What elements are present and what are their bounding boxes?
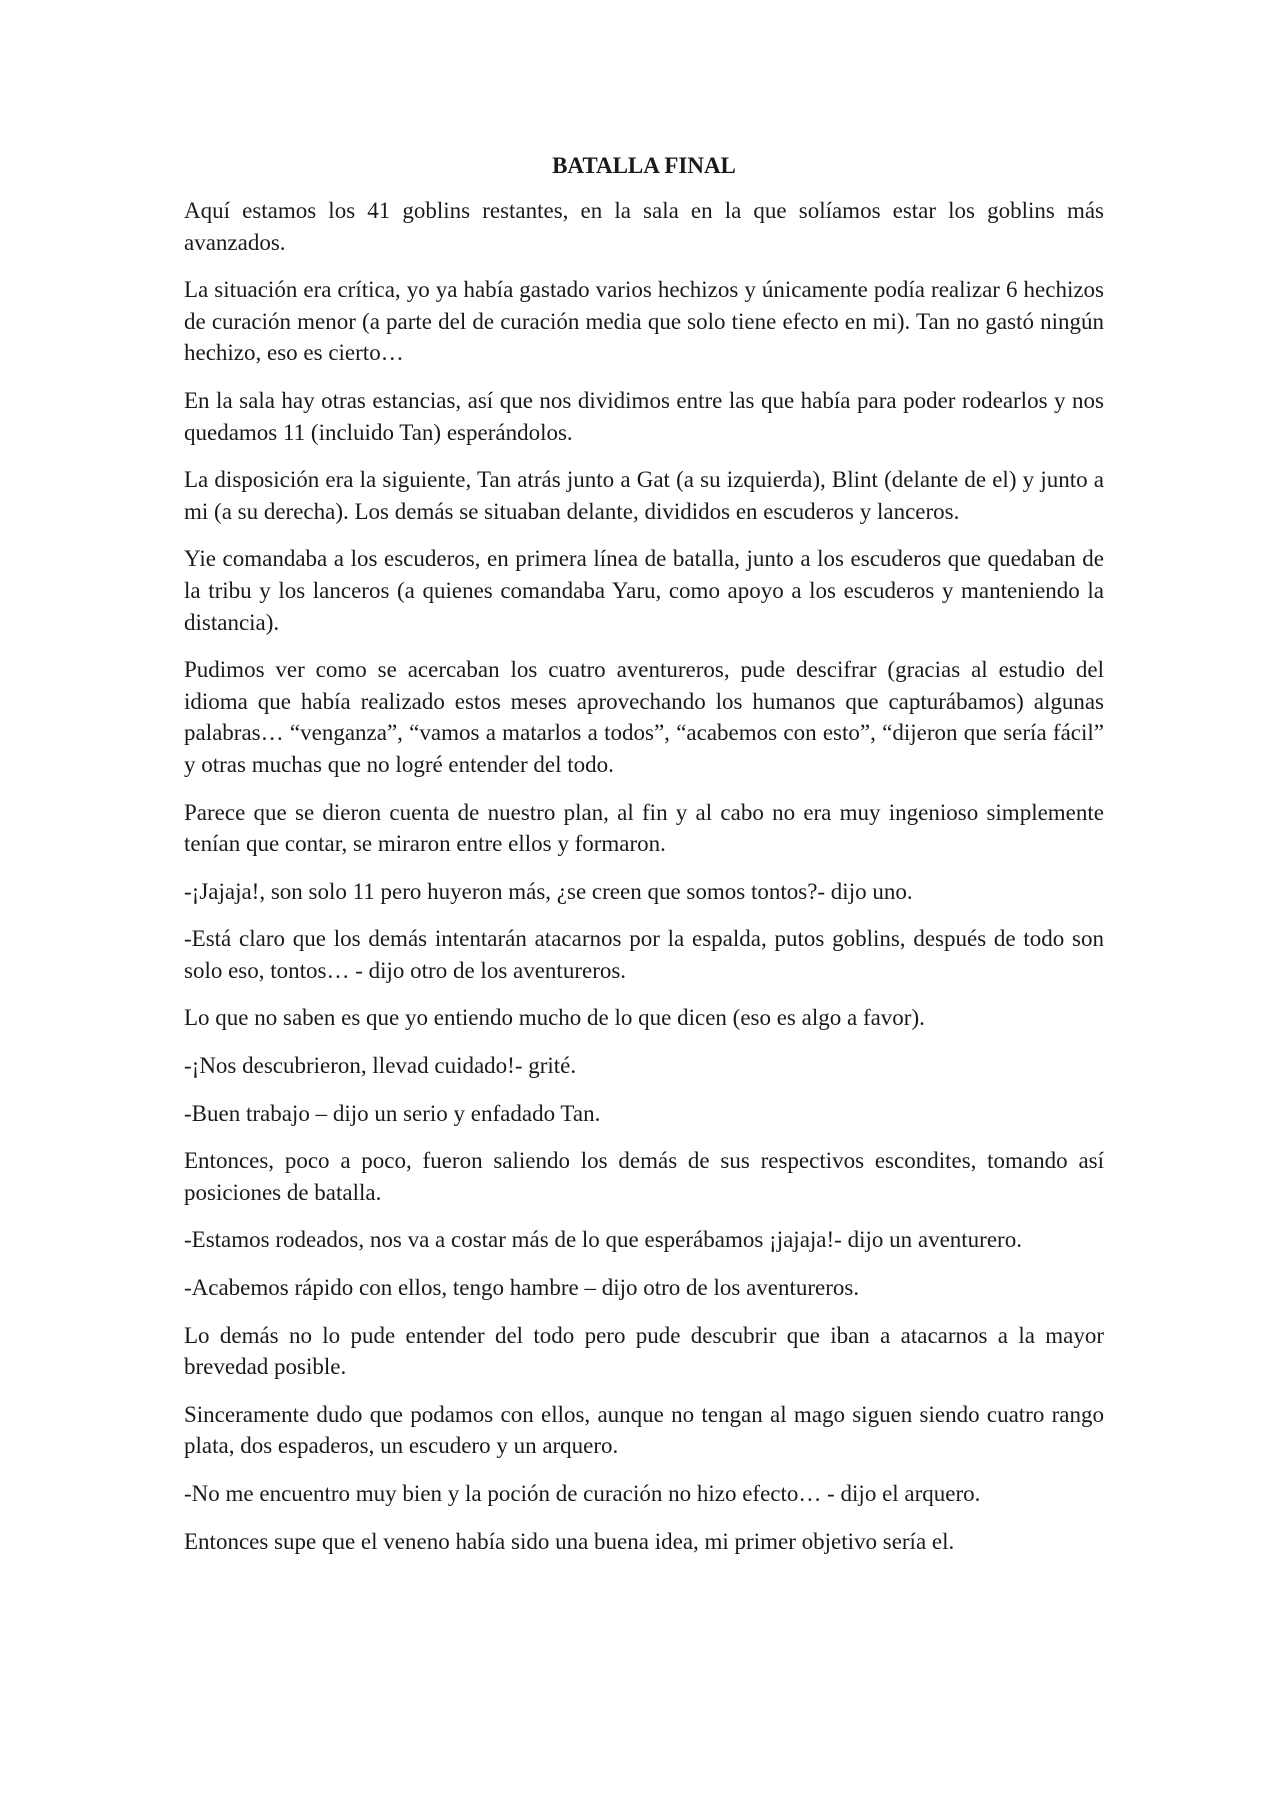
paragraph: La situación era crítica, yo ya había gastado varios hechizos y únicamente podía realizar 6 hechizos de curación menor (a parte del de curación media que solo tiene efecto en mi). Tan no gastó ningún hechizo, eso es cierto… xyxy=(184,277,1104,366)
paragraph: Sinceramente dudo que podamos con ellos, aunque no tengan al mago siguen siendo cuatro rango plata, dos espaderos, un escudero y un arquero. xyxy=(184,1401,1104,1459)
document-body xyxy=(184,150,1104,1573)
paragraph: -Acabemos rápido con ellos, tengo hambre – dijo otro de los aventureros. xyxy=(184,1275,860,1301)
paragraph: Entonces, poco a poco, fueron saliendo los demás de sus respectivos escondites, tomando así posiciones de batalla. xyxy=(184,1148,1104,1205)
paragraph: Parece que se dieron cuenta de nuestro plan, al fin y al cabo no era muy ingenioso simplemente tenían que contar, se miraron entre ellos y formaron. xyxy=(184,799,1104,857)
document-title: BATALLA FINAL xyxy=(552,153,736,178)
paragraph: En la sala hay otras estancias, así que nos dividimos entre las que había para poder rodearlos y nos quedamos 11 (incluido Tan) esperándolos. xyxy=(184,387,1104,445)
paragraph: -Buen trabajo – dijo un serio y enfadado Tan. xyxy=(184,1100,601,1126)
paragraph: -¡Nos descubrieron, llevad cuidado!- grité. xyxy=(184,1053,577,1079)
paragraph: -No me encuentro muy bien y la poción de curación no hizo efecto… - dijo el arquero. xyxy=(184,1481,981,1506)
paragraph: Lo que no saben es que yo entiendo mucho de lo que dicen (eso es algo a favor). xyxy=(184,1005,925,1031)
paragraph: -Está claro que los demás intentarán atacarnos por la espalda, putos goblins, después de todo son solo eso, tontos… - dijo otro de los aventureros. xyxy=(184,926,1104,983)
paragraph: Yie comandaba a los escuderos, en primera línea de batalla, junto a los escuderos que quedaban de la tribu y los lanceros (a quienes comandaba Yaru, como apoyo a los escuderos y manteniendo la distancia). xyxy=(184,546,1104,635)
paragraph: -Estamos rodeados, nos va a costar más de lo que esperábamos ¡jajaja!- dijo un aventurero. xyxy=(184,1227,1022,1253)
paragraph: Lo demás no lo pude entender del todo pero pude descubrir que iban a atacarnos a la mayor brevedad posible. xyxy=(184,1322,1104,1380)
paragraph: Pudimos ver como se acercaban los cuatro aventureros, pude descifrar (gracias al estudio del idioma que había realizado estos meses aprovechando los humanos que capturábamos) algunas palabras… “venganza”, “vamos a matarlos a todos”, “acabemos con esto”, “dijeron que sería fácil” y otras muchas que no logré entender del todo. xyxy=(184,657,1104,777)
paragraph: -¡Jajaja!, son solo 11 pero huyeron más, ¿se creen que somos tontos?- dijo uno. xyxy=(184,878,913,904)
paragraph: Entonces supe que el veneno había sido una buena idea, mi primer objetivo sería el. xyxy=(184,1528,955,1554)
paragraph: La disposición era la siguiente, Tan atrás junto a Gat (a su izquierda), Blint (delante de el) y junto a mi (a su derecha). Los demás se situaban delante, divididos en escuderos y lanceros. xyxy=(184,467,1104,524)
paragraph: Aquí estamos los 41 goblins restantes, en la sala en la que solíamos estar los goblins más avanzados. xyxy=(184,198,1104,255)
